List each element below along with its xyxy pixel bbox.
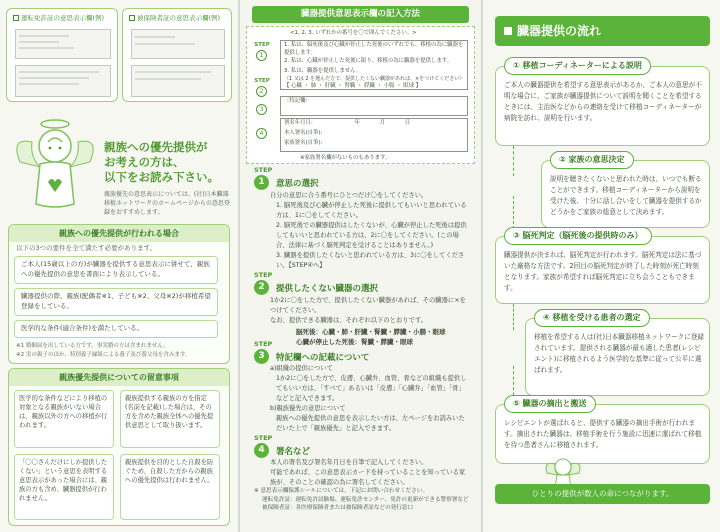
step2-line: 1か2に〇をした方で、提供したくない臓器があれば、その臓器に×をつけてください。 — [270, 297, 466, 314]
left-panel — [0, 0, 238, 532]
sample-step-label: STEP — [254, 42, 270, 48]
sample-step-3: 3 — [256, 104, 267, 115]
flow-step-2-head: ② 家族の意思決定 — [550, 151, 634, 169]
conditions-title: 親族への優先提供が行われる場合 — [9, 225, 229, 242]
instructions-title: 臓器提供意思表示欄の記入方法 — [252, 6, 469, 23]
step3-line: 親族への優先提供の意思を表示したい方は、左ページをお読みいただいた上で「親族優先」と記入できます。 — [276, 415, 465, 432]
sample-option-2: 2. 私は、心臓が停止した死後に限り、移植の為に臓器を提供します。 — [284, 58, 453, 64]
heading-line-3: 以下をお読み下さい。 — [104, 170, 219, 184]
insurance-card-label — [129, 13, 220, 22]
sample-option-note: 《1 又は 2 を選んだ方で、提供したくない臓器があれば、×をつけてください》 — [284, 76, 465, 82]
flow-step-5 — [495, 399, 710, 464]
step2-label: STEP — [254, 271, 273, 279]
step3-line: a)組織の提供について — [270, 365, 333, 372]
insurance-card-sample — [122, 8, 232, 102]
flow-arrow — [513, 146, 514, 176]
sample-step-label-2: STEP — [254, 78, 270, 84]
step4-label: STEP — [254, 434, 273, 442]
license-front-image — [15, 29, 111, 59]
flow-step-1 — [495, 61, 710, 146]
flow-step-2-body: 説明を聴きたくないと思われた時は、いつでも断ることができます。移植コーディネーターから説明を受けた後、十分に話し合いをして臓器を提供するかどうかをご家族の総意として決めます。 — [550, 175, 702, 216]
insurance-card-label-text: 被保険者証の意思表示欄(例) — [137, 14, 221, 22]
sample-step-1: 1 — [256, 50, 267, 61]
donation-flow-title — [495, 16, 710, 46]
day-label: 日 — [404, 120, 411, 126]
flow-step-3-body: 臓器提供が決まれば、脳死判定が行われます。脳死判定は法に基づいた厳格な方法です。2回目の脳死判定が終了した時刻が死亡時刻となります。家族が希望すれば脳死判定に立ち会うこともできます。 — [504, 251, 702, 292]
step3-line: b)親族優先の意思について — [270, 405, 346, 412]
sample-sign-date — [284, 120, 468, 128]
flow-step-4-head: ④ 移植を受ける患者の選定 — [534, 309, 650, 327]
caution-item: 医学的な条件などにより移植の対象となる親族がいない場合は、親族以外の方への移植が行われます。 — [14, 390, 114, 448]
insurance-back-image — [131, 65, 225, 97]
step2-title: 提供したくない臓器の選択 — [276, 284, 379, 294]
step4-title: 署名など — [276, 447, 311, 457]
condition-item: 臓器提供の際、親族(配偶者※1、子ども※2、父母※2)が移植希望登録をしている。 — [14, 288, 218, 316]
flow-step-5-body: レシピエントが選ばれると、提供する臓器の摘出手術が行われます。摘出された臓器は、移植手術を行う施設に迅速に運ばれて移植を待つ患者さんに移植されます。 — [504, 419, 702, 449]
step3-title: 特記欄への記載について — [276, 353, 370, 363]
step3-line: 1か2に〇をした方で、皮膚、心臓弁、血管、骨などの組織も提供してもいい方は、「すべて」あるいは「皮膚」「心臓弁」「血管」「骨」などと記入できます。 — [276, 375, 467, 402]
sample-option-3: 3. 私は、臓器を提供しません。 — [284, 68, 362, 74]
cautions-title: 親族優先提供についての留意事項 — [9, 369, 229, 386]
right-panel — [483, 0, 720, 532]
sample-intro: <1, 2, 3. いずれかの番号を〇で囲んでください。> — [290, 30, 417, 36]
sample-self-sign: 本人署名(自筆): — [284, 130, 323, 136]
step1-line: 3. 臓器を提供したくないと思われている方は、3に〇をしてください。【STEP④へ】 — [276, 252, 465, 269]
sample-step-2: 2 — [256, 86, 267, 97]
flow-step-1-body: ご本人の臓器提供を希望する意思表示があるか、ご本人の意思が不明な場合に、ご家族が臓器提供について説明を聞くことを希望するときには、主治医などからの連絡を受けて移植コーディネーターが病院を訪れ、説明を行います。 — [504, 81, 702, 122]
middle-panel — [240, 0, 481, 532]
step1-line: 1. 脳死後及び心臓が停止した死後に提供してもいいと思われている方は、1に〇をしてください。 — [276, 202, 467, 219]
condition-item: 医学的な条件(適合条件)を満たしている。 — [14, 320, 218, 338]
flow-arrow — [513, 304, 514, 330]
donation-flow-title-text: 臓器提供の流れ — [517, 24, 602, 38]
flow-step-3 — [495, 231, 710, 304]
license-card-sample — [6, 8, 118, 102]
caution-item: 親族提供する親族の方を指定(名前を記載)した場合は、その方を含めた親族全体への優先提供意思として取り扱います。 — [120, 390, 220, 448]
footer-line: 被保険者証：各医療保険者または被保険者証などの発行窓口 — [262, 505, 414, 511]
step3-label: STEP — [254, 340, 273, 348]
sign-date-label: 署名年月日: — [284, 120, 313, 126]
condition-item: ご本人(15歳以上の方)が臓器を提供する意思表示に併せて、親族への優先提供の意思を書面により表示している。 — [14, 256, 218, 284]
sample-footer-note: ※家族署名欄がないものもあります。 — [300, 155, 391, 161]
flow-step-3-head: ③ 脳死判定（脳死後の提供時のみ） — [504, 227, 652, 245]
footer-line: ※ 意思表示欄保護シールについては、下記にお問い合わせください。 — [254, 488, 429, 494]
family-priority-heading — [104, 140, 232, 185]
step1-number: 1 — [254, 175, 269, 190]
flow-step-2 — [541, 155, 710, 228]
month-label: 月 — [379, 120, 386, 126]
step1-title: 意思の選択 — [276, 179, 319, 189]
license-card-label — [13, 13, 104, 22]
caution-item: 親族提供を目的とした自殺を防ぐため、自殺した方からの親族への優先提供は行われません。 — [120, 454, 220, 520]
step1-line: 自分の意思に合う番号にひとつだけ〇をしてください。 — [270, 192, 428, 199]
flow-step-4-body: 移植を希望する人は(社)日本臓器移植ネットワークに登録されています。提供される臓器が最も適した患者(レシピエント)に移植されるよう医学的な基準に従って公平に選ばれます。 — [534, 333, 704, 374]
step4-line: 可能であれば、この意思表示カードを持っていることを知っている家族が、そのことの確認の為に署名してください。 — [270, 469, 466, 486]
step3-number: 3 — [254, 349, 269, 364]
protective-seal-note — [254, 487, 470, 513]
step1-label: STEP — [254, 166, 273, 174]
step1-line: 2. 脳死後での臓器提供はしたくないが、心臓が停止した死後は提供してもいいと思われている方は、2に〇をしてください。(この場合、法律に基づく脳死判定を受けることはありません。) — [276, 222, 467, 249]
footer-line: 運転免許証：運転免許試験場、運転免許センター、免許の更新ができる警察署など — [262, 496, 469, 503]
conditions-subtitle: 以下の3つの要件を全て満たす必要があります。 — [16, 244, 157, 252]
sample-option-1: 1. 私は、脳死後及び心臓が停止した死後のいずれでも、移植の為に臓器を提供します。 — [284, 42, 464, 56]
sample-step-4: 4 — [256, 128, 267, 139]
sample-organ-list: 【 心臓 ・ 肺 ・ 肝臓 ・ 腎臓 ・ 膵臓 ・ 小腸 ・ 眼球 】 — [284, 83, 422, 89]
flow-step-4 — [525, 313, 710, 396]
sample-family-sign: 家族署名(自筆): — [284, 140, 323, 146]
note-1: ※1 婚姻届を出している方です。事実婚の方は含まれません。 — [16, 343, 169, 349]
heading-line-1: 親族への優先提供が — [104, 140, 208, 154]
note-2: ※2 実の親子のほか、特別養子縁組による養子及び養父母を含みます。 — [16, 352, 191, 358]
organs-brain-death: 脳死後：心臓・肺・肝臓・腎臓・膵臓・小腸・眼球 — [296, 328, 446, 336]
step4-number: 4 — [254, 443, 269, 458]
registration-info-text: 親族優先の意思表示については、(社)日本臓器移植ネットワークのホームページからの意思登録をおすすめします。 — [104, 191, 230, 216]
donation-flow-footer: ひとりの提供が数人の命につながります。 — [495, 484, 710, 504]
flow-step-1-head: ① 移植コーディネーターによる説明 — [504, 57, 651, 75]
flow-step-5-head: ⑤ 臓器の摘出と搬送 — [504, 395, 596, 413]
license-card-label-text: 運転免許証の意思表示欄(例) — [21, 14, 105, 22]
sample-special-label: 〔特記欄: — [284, 98, 308, 104]
license-back-image — [15, 65, 111, 97]
organs-cardiac-death: 心臓が停止した死後：腎臓・膵臓・眼球 — [296, 338, 413, 346]
angel-mascot-icon — [10, 112, 100, 222]
step2-number: 2 — [254, 280, 269, 295]
step2-line: なお、提供できる臓器は、それぞれ以下のとおりです。 — [270, 317, 427, 324]
caution-item: 「〇〇さんだけにしか提供したくない」という意思を表明する意思表示があった場合には、親族の方も含め、臓器提供が行われません。 — [14, 454, 114, 520]
heading-line-2: お考えの方は、 — [104, 155, 185, 169]
step4-line: 本人の署名及び署名年月日を自筆で記入してください。 — [270, 459, 428, 466]
year-label: 年 — [354, 120, 360, 126]
